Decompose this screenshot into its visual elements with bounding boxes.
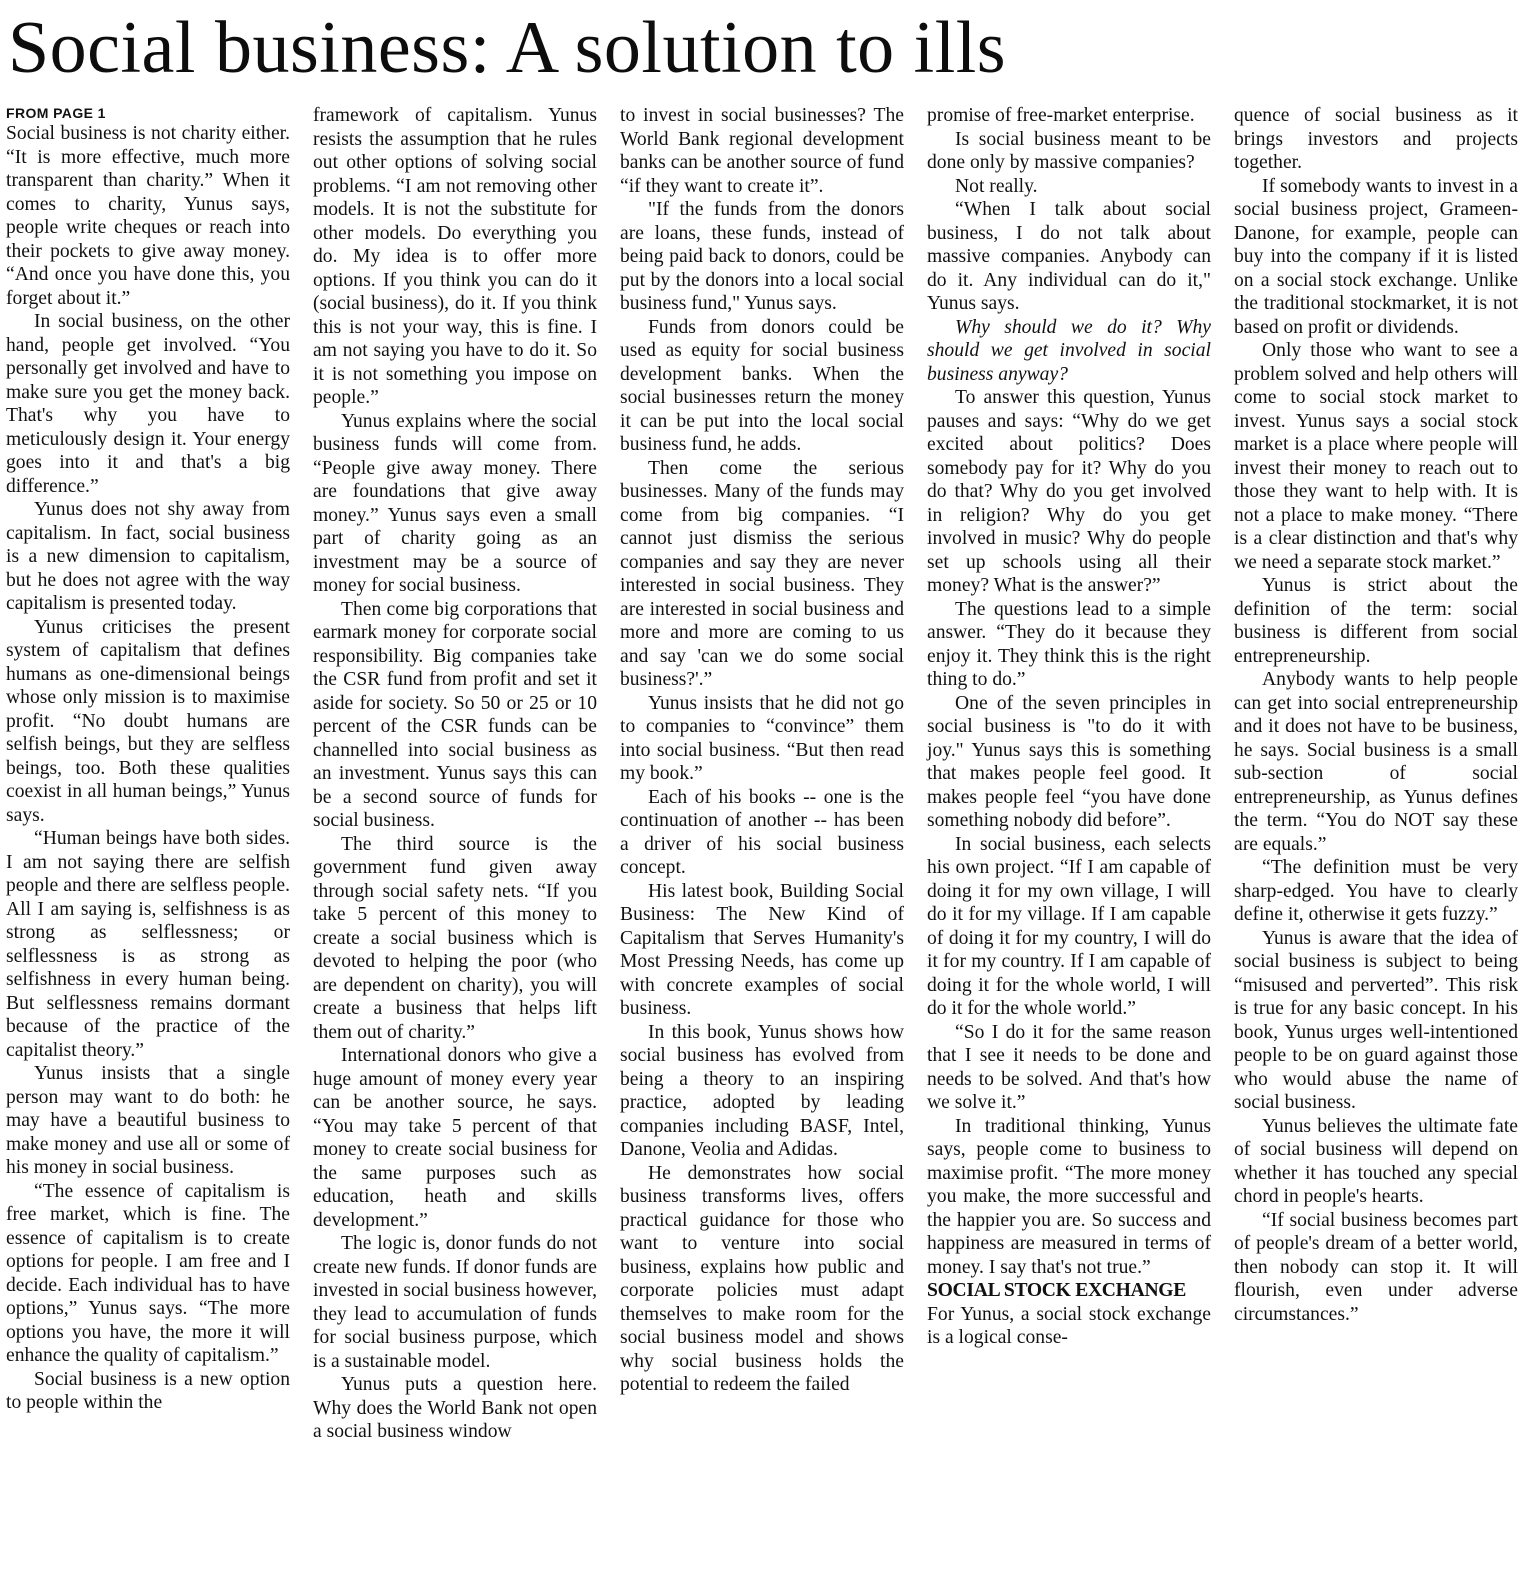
paragraph: Not really. (955, 175, 1038, 197)
paragraph: His latest book, Building Social Business: The New Kind of Capitalism that Serves Humanity's Most Pressing Needs, has come up with concrete examples of social business. (620, 880, 904, 1019)
paragraph: Yunus criticises the present system of capitalism that defines humans as one-dimensional beings whose only mission is to maximise profit. “No doubt humans are selfish beings, but they are selfless beings, too. Both these qualities coexist in all human beings,” Yunus says. (6, 616, 290, 826)
paragraph: If somebody wants to invest in a social business project, Grameen-Danone, for example, people can buy into the company if it is listed on a social stock exchange. Unlike the traditional stockmarket, it is not based on profit or dividends. (1234, 175, 1518, 338)
paragraph: Yunus explains where the social business funds will come from. “People give away money. There are foundations that give away money.” Yunus says even a small part of charity going as an investment may be a source of money for social business. (313, 410, 597, 596)
kicker-from-page-1: FROM PAGE 1 (6, 105, 106, 121)
paragraph: “The essence of capitalism is free market, which is fine. The essence of capitalism is to create options for people. I am free and I decide. Each individual has to have options,” Yunus says. “The more options you have, the more it will enhance the quality of capitalism.” (6, 1180, 290, 1366)
paragraph: Anybody wants to help people can get into social entrepreneurship and it does not have to be business, he says. Social business is a small sub-section of social entrepreneurship, as Yunus defines the term. “You do NOT say these are equals.” (1234, 669, 1518, 855)
headline: Social business: A solution to ills (8, 7, 1007, 89)
paragraph: framework of capitalism. Yunus resists the assumption that he rules out other options of solving social problems. “I am not removing other models. It is not the substitute for other models. Do everything you do. My idea is to offer more options. If you think you can do it (social business), do it. If you think this is not your way, this is fine. I am not saying you have to do it. So it is not something you impose on people.” (313, 105, 597, 408)
paragraph: Yunus insists that a single person may want to do both: he may have a beautiful business to make money and use all or some of his money in social business. (6, 1063, 290, 1178)
article-column-3 (620, 104, 904, 1397)
paragraph: quence of social business as it brings investors and projects together. (1234, 105, 1518, 173)
paragraph: Social business is a new option to people within the (6, 1368, 290, 1413)
paragraph: The logic is, donor funds do not create new funds. If donor funds are invested in social business however, they lead to accumulation of funds for social business purpose, which is a sustainable model. (313, 1233, 597, 1372)
paragraph: “So I do it for the same reason that I see it needs to be done and needs to be solved. And that's how we solve it.” (927, 1021, 1211, 1113)
article-column-2 (313, 104, 597, 1444)
paragraph: Then come big corporations that earmark money for corporate social responsibility. Big companies take the CSR fund from profit and set it aside for society. So 50 or 25 or 10 percent of the CSR funds can be channelled into social business as an investment. Yunus says this can be a second source of funds for social business. (313, 598, 597, 831)
paragraph: “Human beings have both sides. I am not saying there are selfish people and there are selfless people. All I am saying is, selfishness is as strong as selflessness; or selflessness is as strong as selfishness in every human being. But selflessness remains dormant because of the practice of the capitalist theory.” (6, 828, 290, 1061)
paragraph: Social business is not charity either. “It is more effective, much more transparent than charity.” When it comes to charity, Yunus says, people write cheques or reach into their pockets to give away money. “And once you have done this, you forget about it.” (6, 123, 290, 309)
paragraph: To answer this question, Yunus pauses and says: “Why do we get excited about politics? Does somebody pay for it? Why do you do that? Why do you get involved in religion? Why do you get involved in music? Why do people set up schools using all their money? What is the answer?” (927, 387, 1211, 596)
paragraph: “When I talk about social business, I do not talk about massive companies. Anybody can do it. Any individual can do it," Yunus says. (927, 199, 1211, 314)
paragraph: Is social business meant to be done only by massive companies? (927, 128, 1211, 173)
paragraph: In this book, Yunus shows how social business has evolved from being a theory to an inspiring practice, adopted by leading companies including BASF, Intel, Danone, Veolia and Adidas. (620, 1021, 904, 1160)
paragraph: The questions lead to a simple answer. “They do it because they enjoy it. They think this is the right thing to do.” (927, 598, 1211, 690)
paragraph: Yunus insists that he did not go to companies to “convince” them into social business. “But then read my book.” (620, 692, 904, 784)
paragraph: “If social business becomes part of people's dream of a better world, then nobody can stop it. It will flourish, even under adverse circumstances.” (1234, 1209, 1518, 1325)
paragraph: Then come the serious businesses. Many of the funds may come from big companies. “I cannot just dismiss the serious companies and say they are never interested in social business. They are interested in social business and more and more are coming to us and say 'can we do some social business?'.” (620, 457, 904, 690)
paragraph: promise of free-market enterprise. (927, 105, 1195, 126)
paragraph: Funds from donors could be used as equity for social business development banks. When the social businesses return the money it can be put into the local social business fund, he adds. (620, 316, 904, 455)
subhead-social-stock-exchange: SOCIAL STOCK EXCHANGE (927, 1280, 1187, 1301)
paragraph: He demonstrates how social business transforms lives, offers practical guidance for those who want to venture into social business, explains how public and corporate policies must adapt themselves to make room for the social business model and shows why social business holds the potential to redeem the failed (620, 1162, 904, 1395)
paragraph: Yunus is strict about the definition of the term: social business is different from social entrepreneurship. (1234, 575, 1518, 667)
paragraph: The third source is the government fund given away through social safety nets. “If you take 5 percent of this money to create a social business which is devoted to helping the poor (who are dependent on charity), you will create a business that helps lift them out of charity.” (313, 833, 597, 1043)
italic-question-paragraph: Why should we do it? Why should we get involved in social business anyway? (927, 316, 1211, 385)
paragraph: In traditional thinking, Yunus says, people come to business to maximise profit. “The more money you make, the more successful and the happier you are. So success and happiness are measured in terms of money. I say that's not true.” (927, 1115, 1211, 1278)
paragraph: to invest in social businesses? The World Bank regional development banks can be another source of fund “if they want to create it”. (620, 105, 904, 197)
paragraph: For Yunus, a social stock exchange is a logical conse- (927, 1303, 1211, 1348)
paragraph: In social business, on the other hand, people get involved. “You personally get involved and have to make sure you get the money back. That's why you have to meticulously design it. Your energy goes into it and that's a big difference.” (6, 311, 290, 497)
paragraph: Each of his books -- one is the continuation of another -- has been a driver of his social business concept. (620, 786, 904, 878)
paragraph: Yunus puts a question here. Why does the World Bank not open a social business window (313, 1374, 597, 1442)
paragraph: Yunus believes the ultimate fate of social business will depend on whether it has touched any special chord in people's hearts. (1234, 1115, 1518, 1207)
article-column-5 (1234, 104, 1518, 1326)
paragraph: In social business, each selects his own project. “If I am capable of doing it for my own village, I will do it for my village. If I am capable of doing it for my country, I will do it for my country. If I am capable of doing it for the whole world, I will do it for the whole world.” (927, 833, 1211, 1019)
article-column-4 (927, 104, 1211, 1350)
paragraph: Yunus is aware that the idea of social business is subject to being “misused and perverted”. This risk is true for any basic concept. In his book, Yunus urges well-intentioned people to be on guard against those who would abuse the name of social business. (1234, 927, 1518, 1113)
paragraph: International donors who give a huge amount of money every year can be another source, he says. “You may take 5 percent of that money to create social business for the same purposes such as education, heath and skills development.” (313, 1045, 597, 1231)
paragraph: Only those who want to see a problem solved and help others will come to social stock market to invest. Yunus says a social stock market is a place where people will invest their money to reach out to those they want to help with. It is not a place to make money. “There is a clear distinction and that's why we need a separate stock market.” (1234, 340, 1518, 573)
paragraph: One of the seven principles in social business is "to do it with joy." Yunus says this is something that makes people feel good. It makes people feel “you have done something nobody did before”. (927, 692, 1211, 831)
paragraph: “The definition must be very sharp-edged. You have to clearly define it, otherwise it gets fuzzy.” (1234, 857, 1518, 925)
article-column-1 (6, 104, 290, 1415)
paragraph: "If the funds from the donors are loans, these funds, instead of being paid back to donors, could be put by the donors into a local social business fund," Yunus says. (620, 199, 904, 314)
paragraph: Yunus does not shy away from capitalism. In fact, social business is a new dimension to capitalism, but he does not agree with the way capitalism is presented today. (6, 499, 290, 614)
